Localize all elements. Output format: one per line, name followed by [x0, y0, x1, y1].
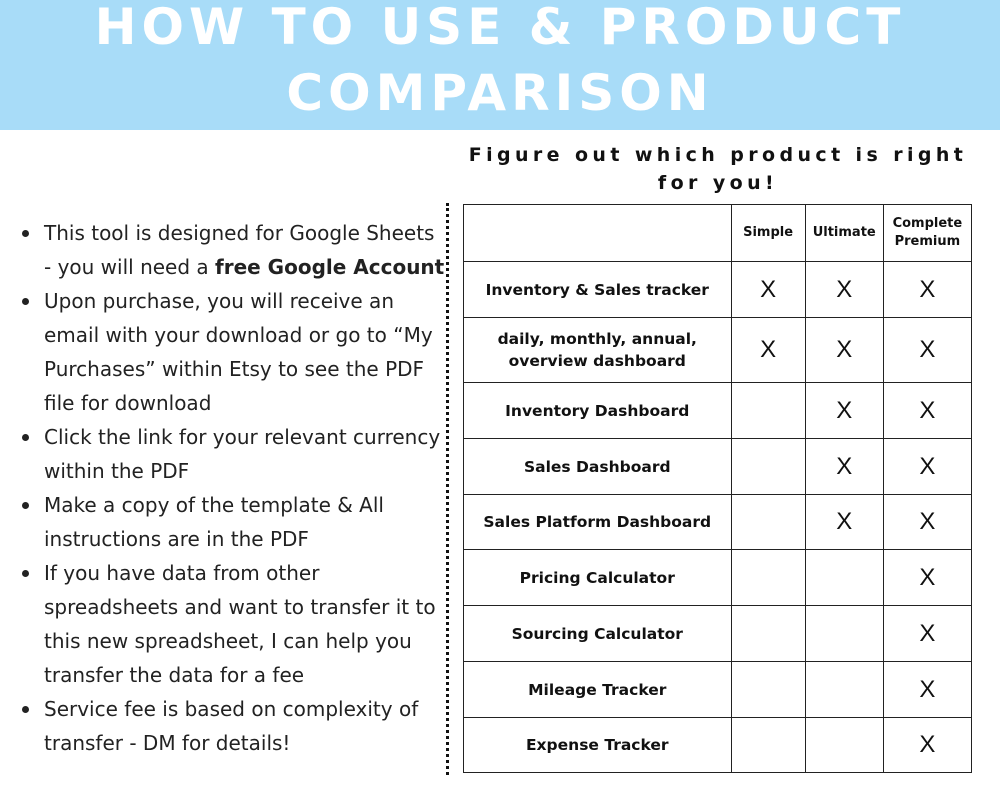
simple-mark — [731, 439, 805, 495]
table-row — [464, 550, 972, 606]
instruction-item: Make a copy of the template & All instructions are in the PDF — [20, 488, 445, 556]
ultimate-mark: X — [805, 262, 883, 318]
table-row — [464, 495, 972, 550]
column-header-ultimate: Ultimate — [805, 205, 883, 262]
simple-mark — [731, 495, 805, 550]
table-row — [464, 718, 972, 773]
title-banner — [0, 0, 1000, 130]
simple-mark: X — [731, 262, 805, 318]
simple-mark — [731, 606, 805, 662]
feature-name: Sales Platform Dashboard — [464, 495, 732, 550]
page-title-line-2: COMPARISON — [286, 64, 714, 122]
dotted-divider — [446, 203, 449, 775]
table-row — [464, 318, 972, 383]
simple-mark — [731, 718, 805, 773]
premium-mark: X — [883, 662, 971, 718]
table-row — [464, 606, 972, 662]
table-row — [464, 662, 972, 718]
premium-mark: X — [883, 495, 971, 550]
table-row — [464, 262, 972, 318]
instruction-item: Service fee is based on complexity of transfer - DM for details! — [20, 692, 445, 760]
table-row — [464, 439, 972, 495]
ultimate-mark: X — [805, 439, 883, 495]
ultimate-mark: X — [805, 318, 883, 383]
instructions-list — [20, 216, 445, 760]
page-title-line-1: HOW TO USE & PRODUCT — [94, 0, 906, 56]
header-empty-cell — [464, 205, 732, 262]
feature-name: Inventory Dashboard — [464, 383, 732, 439]
simple-mark: X — [731, 318, 805, 383]
simple-mark — [731, 662, 805, 718]
feature-name: Expense Tracker — [464, 718, 732, 773]
instruction-item: Upon purchase, you will receive an email with your download or go to “My Purchases” within Etsy to see the PDF file for download — [20, 284, 445, 420]
table-row — [464, 383, 972, 439]
ultimate-mark — [805, 606, 883, 662]
ultimate-mark: X — [805, 383, 883, 439]
comparison-table — [463, 204, 972, 773]
feature-name: Inventory & Sales tracker — [464, 262, 732, 318]
feature-name: Mileage Tracker — [464, 662, 732, 718]
premium-mark: X — [883, 439, 971, 495]
premium-mark: X — [883, 606, 971, 662]
ultimate-mark — [805, 662, 883, 718]
ultimate-mark — [805, 550, 883, 606]
feature-name: Pricing Calculator — [464, 550, 732, 606]
premium-mark: X — [883, 318, 971, 383]
simple-mark — [731, 383, 805, 439]
table-header-row — [464, 205, 972, 262]
ultimate-mark — [805, 718, 883, 773]
feature-name: Sourcing Calculator — [464, 606, 732, 662]
simple-mark — [731, 550, 805, 606]
instruction-item: This tool is designed for Google Sheets - you will need a free Google Account — [20, 216, 445, 284]
free-google-account-emphasis: free Google Account — [215, 255, 445, 279]
comparison-subtitle: Figure out which product is right for you! — [468, 144, 968, 194]
instruction-item: If you have data from other spreadsheets and want to transfer it to this new spreadsheet, I can help you transfer the data for a fee — [20, 556, 445, 692]
premium-mark: X — [883, 550, 971, 606]
ultimate-mark: X — [805, 495, 883, 550]
instruction-item: Click the link for your relevant currency within the PDF — [20, 420, 445, 488]
feature-name: Sales Dashboard — [464, 439, 732, 495]
column-header-complete-premium: Complete Premium — [883, 205, 971, 262]
feature-name: daily, monthly, annual, overview dashboard — [464, 318, 732, 383]
column-header-simple: Simple — [731, 205, 805, 262]
premium-mark: X — [883, 383, 971, 439]
premium-mark: X — [883, 718, 971, 773]
premium-mark: X — [883, 262, 971, 318]
